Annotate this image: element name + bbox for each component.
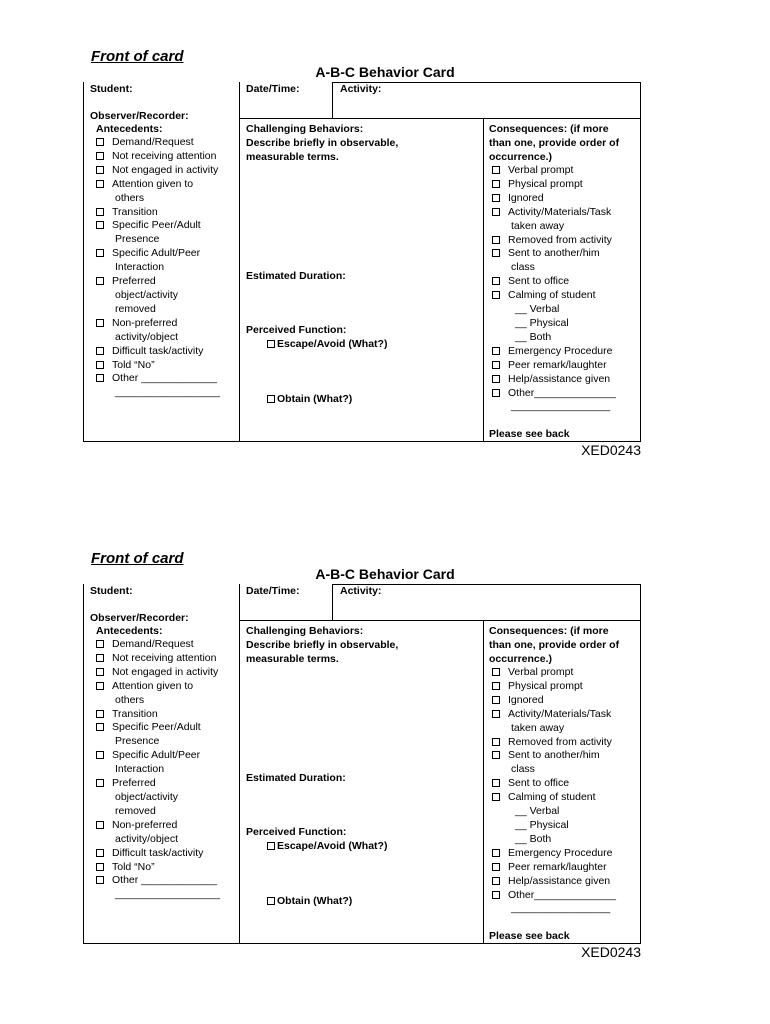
- checkbox[interactable]: [492, 236, 500, 244]
- checklist-item: [96, 861, 220, 875]
- checkbox[interactable]: [96, 863, 104, 871]
- calming-subitem: [492, 303, 616, 317]
- checklist-item-label: Activity/Materials/Task: [508, 205, 612, 218]
- calming-subitem-label: __ Verbal: [515, 303, 560, 316]
- checklist-item-label: Emergency Procedure: [508, 846, 613, 859]
- front-of-card-label: Front of card: [91, 48, 184, 65]
- perceived-function-label: Perceived Function:: [246, 324, 347, 336]
- observer-label: Observer/Recorder:: [90, 110, 189, 122]
- checkbox[interactable]: [492, 668, 500, 676]
- checklist-item: [96, 219, 220, 233]
- checklist-item-label: Specific Adult/Peer: [112, 247, 201, 260]
- calming-subitem-label: __ Physical: [515, 316, 569, 329]
- header-row-divider-mid: [240, 620, 483, 621]
- checklist-item-label: Emergency Procedure: [508, 344, 613, 357]
- consequences-list: [492, 666, 616, 916]
- checklist-item: [96, 317, 220, 331]
- calming-subitem: [492, 317, 616, 331]
- card-title: A-B-C Behavior Card: [315, 64, 455, 80]
- calming-subitem: [492, 331, 616, 345]
- card-title: A-B-C Behavior Card: [315, 566, 455, 582]
- checklist-item: [96, 652, 220, 666]
- checklist-item: [96, 819, 220, 833]
- checklist-item-continuation: [96, 233, 220, 247]
- column-divider-2: [483, 620, 484, 944]
- checkbox[interactable]: [492, 277, 500, 285]
- checklist-item-continuation: [96, 261, 220, 275]
- consequences-heading-1: Consequences: (if more: [489, 625, 609, 637]
- behaviors-description-2: measurable terms.: [246, 653, 339, 665]
- checkbox[interactable]: [492, 389, 500, 397]
- checklist-item-label: object/activity: [115, 790, 179, 803]
- behavior-card: [0, 48, 770, 518]
- checklist-item-continuation: [492, 261, 616, 275]
- checklist-item-label: object/activity: [115, 288, 179, 301]
- checklist-item-label: Demand/Request: [112, 638, 194, 650]
- checkbox[interactable]: [96, 166, 104, 174]
- checklist-item-continuation: [492, 902, 616, 916]
- checklist-item-label: Calming of student: [508, 289, 596, 302]
- checklist-item-label: Preferred: [112, 275, 156, 288]
- datetime-activity-divider: [332, 584, 333, 620]
- checklist-item-continuation: [96, 303, 220, 317]
- checkbox[interactable]: [96, 361, 104, 369]
- perceived-function-label: Perceived Function:: [246, 826, 347, 838]
- checklist-item: [492, 289, 616, 303]
- activity-label: Activity:: [340, 83, 382, 95]
- checklist-item-label: Removed from activity: [508, 735, 612, 748]
- datetime-label: Date/Time:: [246, 83, 300, 95]
- observer-label: Observer/Recorder:: [90, 612, 189, 624]
- consequences-heading-2: than one, provide order of: [489, 639, 620, 651]
- checklist-item: [96, 345, 220, 359]
- checkbox[interactable]: [96, 640, 104, 648]
- calming-subitem: [492, 819, 616, 833]
- checkbox[interactable]: [492, 779, 500, 787]
- checklist-item-continuation: [492, 763, 616, 777]
- checkbox[interactable]: [492, 194, 500, 202]
- please-see-back-note: Please see back: [489, 930, 570, 942]
- checkbox[interactable]: [96, 208, 104, 216]
- checklist-item: [96, 638, 220, 652]
- checkbox[interactable]: [96, 779, 104, 787]
- checkbox[interactable]: [96, 710, 104, 718]
- checklist-item-label: Specific Peer/Adult: [112, 721, 201, 734]
- checklist-item-label: others: [115, 693, 145, 706]
- antecedents-heading: Antecedents:: [96, 625, 163, 637]
- behaviors-description-1: Describe briefly in observable,: [246, 639, 399, 651]
- checkbox[interactable]: [492, 710, 500, 718]
- checklist-item: [492, 164, 616, 178]
- checklist-item: [96, 206, 220, 220]
- checklist-item-continuation: [96, 791, 220, 805]
- checkbox[interactable]: [492, 849, 500, 857]
- checkbox[interactable]: [492, 291, 500, 299]
- student-label: Student:: [90, 83, 133, 95]
- checkbox[interactable]: [492, 877, 500, 885]
- checklist-item-continuation: [96, 192, 220, 206]
- checklist-item: [492, 875, 616, 889]
- checklist-item-label: Help/assistance given: [508, 874, 611, 887]
- behaviors-heading: Challenging Behaviors:: [246, 625, 364, 637]
- checklist-item-label: Help/assistance given: [508, 372, 611, 385]
- checklist-item-continuation: [96, 735, 220, 749]
- checkbox[interactable]: [96, 277, 104, 285]
- obtain-checkbox[interactable]: [267, 395, 275, 403]
- checkbox[interactable]: [492, 375, 500, 383]
- checklist-item-label: Ignored: [508, 191, 544, 204]
- checklist-item-label: class: [511, 763, 535, 776]
- checklist-item: [492, 889, 616, 903]
- checklist-item-label: Other _____________: [112, 372, 218, 385]
- checklist-item: [492, 359, 616, 373]
- checklist-item: [96, 749, 220, 763]
- checklist-item-label: Calming of student: [508, 791, 596, 804]
- checklist-item-continuation: [96, 331, 220, 345]
- activity-label: Activity:: [340, 585, 382, 597]
- checklist-item-label: Physical prompt: [508, 679, 583, 692]
- checklist-item-label: Peer remark/laughter: [508, 358, 607, 371]
- checkbox[interactable]: [492, 166, 500, 174]
- checkbox[interactable]: [492, 751, 500, 759]
- checklist-item-label: class: [511, 261, 535, 274]
- checklist-item-label: Attention given to: [112, 177, 194, 190]
- checklist-item-label: Interaction: [115, 763, 165, 776]
- checkbox[interactable]: [492, 682, 500, 690]
- checklist-item-label: Demand/Request: [112, 136, 194, 148]
- checklist-item: [96, 721, 220, 735]
- form-code: XED0243: [581, 442, 641, 458]
- checklist-item-label: Removed from activity: [508, 233, 612, 246]
- checklist-item: [96, 708, 220, 722]
- checkbox[interactable]: [96, 221, 104, 229]
- estimated-duration-label: Estimated Duration:: [246, 772, 346, 784]
- checklist-item: [492, 680, 616, 694]
- checkbox[interactable]: [96, 849, 104, 857]
- checklist-item: [96, 680, 220, 694]
- checklist-item: [492, 736, 616, 750]
- checklist-item-label: Non-preferred: [112, 818, 178, 831]
- calming-subitem-label: __ Both: [515, 832, 552, 845]
- checklist-item: [492, 749, 616, 763]
- checkbox[interactable]: [492, 863, 500, 871]
- checkbox[interactable]: [96, 876, 104, 884]
- checklist-item: [492, 275, 616, 289]
- checklist-item-label: __________________: [115, 888, 221, 901]
- antecedents-heading: Antecedents:: [96, 123, 163, 135]
- checklist-item: [492, 345, 616, 359]
- behaviors-description-1: Describe briefly in observable,: [246, 137, 399, 149]
- calming-subitem: [492, 805, 616, 819]
- table-right-border: [640, 82, 641, 442]
- antecedents-list: [96, 136, 220, 400]
- checklist-item-continuation: [96, 805, 220, 819]
- checkbox[interactable]: [96, 319, 104, 327]
- escape-avoid-label: Escape/Avoid (What?): [277, 840, 388, 852]
- checkbox[interactable]: [492, 208, 500, 216]
- checkbox[interactable]: [492, 793, 500, 801]
- consequences-heading-1: Consequences: (if more: [489, 123, 609, 135]
- checklist-item-label: taken away: [511, 721, 565, 734]
- card-table: [83, 584, 641, 944]
- checkbox[interactable]: [96, 723, 104, 731]
- consequences-heading-2: than one, provide order of: [489, 137, 620, 149]
- checklist-item-label: Not receiving attention: [112, 149, 217, 162]
- front-of-card-label: Front of card: [91, 550, 184, 567]
- checklist-item-continuation: [492, 220, 616, 234]
- calming-subitem-label: __ Verbal: [515, 805, 560, 818]
- checkbox[interactable]: [96, 821, 104, 829]
- checkbox[interactable]: [492, 361, 500, 369]
- checklist-item: [96, 777, 220, 791]
- checkbox[interactable]: [96, 751, 104, 759]
- checklist-item-label: Activity/Materials/Task: [508, 707, 612, 720]
- header-row-divider-mid: [240, 118, 483, 119]
- checklist-item: [96, 359, 220, 373]
- checklist-item-label: Difficult task/activity: [112, 846, 204, 859]
- checklist-item: [96, 178, 220, 192]
- checklist-item-label: Preferred: [112, 777, 156, 790]
- checklist-item-continuation: [96, 694, 220, 708]
- checkbox[interactable]: [96, 668, 104, 676]
- card-table: [83, 82, 641, 442]
- checklist-item-label: others: [115, 191, 145, 204]
- obtain-option: [267, 392, 352, 406]
- checklist-item-continuation: [96, 289, 220, 303]
- checklist-item: [96, 874, 220, 888]
- checklist-item-label: Peer remark/laughter: [508, 860, 607, 873]
- checkbox[interactable]: [96, 654, 104, 662]
- escape-avoid-option: [267, 337, 387, 351]
- checklist-item-continuation: [96, 386, 220, 400]
- checklist-item-label: Told “No”: [112, 358, 155, 371]
- checklist-item-continuation: [96, 763, 220, 777]
- checklist-item-label: Physical prompt: [508, 177, 583, 190]
- checklist-item-label: Verbal prompt: [508, 164, 574, 176]
- checklist-item: [96, 372, 220, 386]
- checklist-item: [492, 178, 616, 192]
- checklist-item-label: Non-preferred: [112, 316, 178, 329]
- checklist-item-label: Not engaged in activity: [112, 163, 219, 176]
- checklist-item-label: Not engaged in activity: [112, 665, 219, 678]
- header-row-divider: [483, 620, 641, 621]
- behavior-card: [0, 550, 770, 1020]
- checklist-item: [492, 387, 616, 401]
- checklist-item-label: Not receiving attention: [112, 651, 217, 664]
- checklist-item-label: Attention given to: [112, 679, 194, 692]
- please-see-back-note: Please see back: [489, 428, 570, 440]
- checklist-item-label: Specific Adult/Peer: [112, 749, 201, 762]
- checklist-item-label: Presence: [115, 233, 160, 246]
- datetime-activity-divider: [332, 82, 333, 118]
- checklist-item: [492, 666, 616, 680]
- checklist-item-label: Other _____________: [112, 874, 218, 887]
- checklist-item-label: Verbal prompt: [508, 666, 574, 678]
- form-code: XED0243: [581, 944, 641, 960]
- checklist-item-continuation: [492, 400, 616, 414]
- checklist-item-label: Other______________: [508, 386, 617, 399]
- checklist-item: [96, 164, 220, 178]
- checkbox[interactable]: [96, 374, 104, 382]
- datetime-label: Date/Time:: [246, 585, 300, 597]
- column-divider-1: [239, 584, 240, 944]
- student-label: Student:: [90, 585, 133, 597]
- checklist-item: [492, 373, 616, 387]
- table-right-border: [640, 584, 641, 944]
- header-row-divider: [483, 118, 641, 119]
- column-divider-1: [239, 82, 240, 442]
- behaviors-description-2: measurable terms.: [246, 151, 339, 163]
- checklist-item: [96, 666, 220, 680]
- behaviors-heading: Challenging Behaviors:: [246, 123, 364, 135]
- checklist-item-label: Transition: [112, 707, 158, 720]
- checklist-item-label: Presence: [115, 735, 160, 748]
- checkbox[interactable]: [96, 152, 104, 160]
- checklist-item-label: _________________: [511, 400, 611, 413]
- obtain-label: Obtain (What?): [277, 895, 353, 907]
- checklist-item: [492, 234, 616, 248]
- checklist-item: [96, 136, 220, 150]
- checklist-item: [492, 847, 616, 861]
- checklist-item-label: removed: [115, 302, 156, 315]
- calming-subitem-label: __ Both: [515, 330, 552, 343]
- checklist-item-label: Specific Peer/Adult: [112, 219, 201, 232]
- checklist-item-label: Sent to another/him: [508, 247, 600, 260]
- checkbox[interactable]: [96, 347, 104, 355]
- checkbox[interactable]: [492, 891, 500, 899]
- checklist-item-label: __________________: [115, 386, 221, 399]
- checklist-item-continuation: [492, 722, 616, 736]
- checklist-item: [96, 847, 220, 861]
- checklist-item-label: Sent to office: [508, 275, 570, 288]
- checkbox[interactable]: [492, 180, 500, 188]
- consequences-list: [492, 164, 616, 414]
- estimated-duration-label: Estimated Duration:: [246, 270, 346, 282]
- checklist-item-label: _________________: [511, 902, 611, 915]
- escape-avoid-option: [267, 839, 387, 853]
- obtain-option: [267, 894, 352, 908]
- checkbox[interactable]: [96, 682, 104, 690]
- checklist-item-label: activity/object: [115, 330, 179, 343]
- checkbox[interactable]: [96, 180, 104, 188]
- calming-subitem-label: __ Physical: [515, 818, 569, 831]
- checklist-item-label: Difficult task/activity: [112, 344, 204, 357]
- checklist-item-label: Transition: [112, 205, 158, 218]
- checkbox[interactable]: [96, 138, 104, 146]
- checklist-item: [96, 247, 220, 261]
- escape-avoid-label: Escape/Avoid (What?): [277, 338, 388, 350]
- checklist-item: [492, 206, 616, 220]
- checklist-item-label: Sent to another/him: [508, 749, 600, 762]
- checklist-item: [492, 861, 616, 875]
- column-divider-2: [483, 118, 484, 442]
- checklist-item: [96, 150, 220, 164]
- checklist-item-label: activity/object: [115, 832, 179, 845]
- calming-subitem: [492, 833, 616, 847]
- consequences-heading-3: occurrence.): [489, 151, 553, 163]
- escape-checkbox[interactable]: [267, 340, 275, 348]
- checkbox[interactable]: [96, 249, 104, 257]
- checklist-item: [492, 694, 616, 708]
- checklist-item-label: Ignored: [508, 693, 544, 706]
- table-left-border: [83, 82, 84, 442]
- antecedents-list: [96, 638, 220, 902]
- checklist-item-label: Other______________: [508, 888, 617, 901]
- checklist-item-continuation: [96, 833, 220, 847]
- checklist-item-continuation: [96, 888, 220, 902]
- checklist-item-label: Told “No”: [112, 860, 155, 873]
- checklist-item-label: taken away: [511, 219, 565, 232]
- table-bottom-border: [83, 441, 641, 442]
- checkbox[interactable]: [492, 249, 500, 257]
- checklist-item-label: removed: [115, 804, 156, 817]
- consequences-heading-3: occurrence.): [489, 653, 553, 665]
- table-left-border: [83, 584, 84, 944]
- checklist-item: [492, 192, 616, 206]
- checklist-item: [492, 708, 616, 722]
- checklist-item: [492, 791, 616, 805]
- checklist-item: [96, 275, 220, 289]
- checklist-item-label: Interaction: [115, 261, 165, 274]
- checkbox[interactable]: [492, 696, 500, 704]
- escape-checkbox[interactable]: [267, 842, 275, 850]
- obtain-checkbox[interactable]: [267, 897, 275, 905]
- checklist-item: [492, 247, 616, 261]
- checklist-item: [492, 777, 616, 791]
- obtain-label: Obtain (What?): [277, 393, 353, 405]
- checkbox[interactable]: [492, 738, 500, 746]
- table-bottom-border: [83, 943, 641, 944]
- checkbox[interactable]: [492, 347, 500, 355]
- checklist-item-label: Sent to office: [508, 777, 570, 790]
